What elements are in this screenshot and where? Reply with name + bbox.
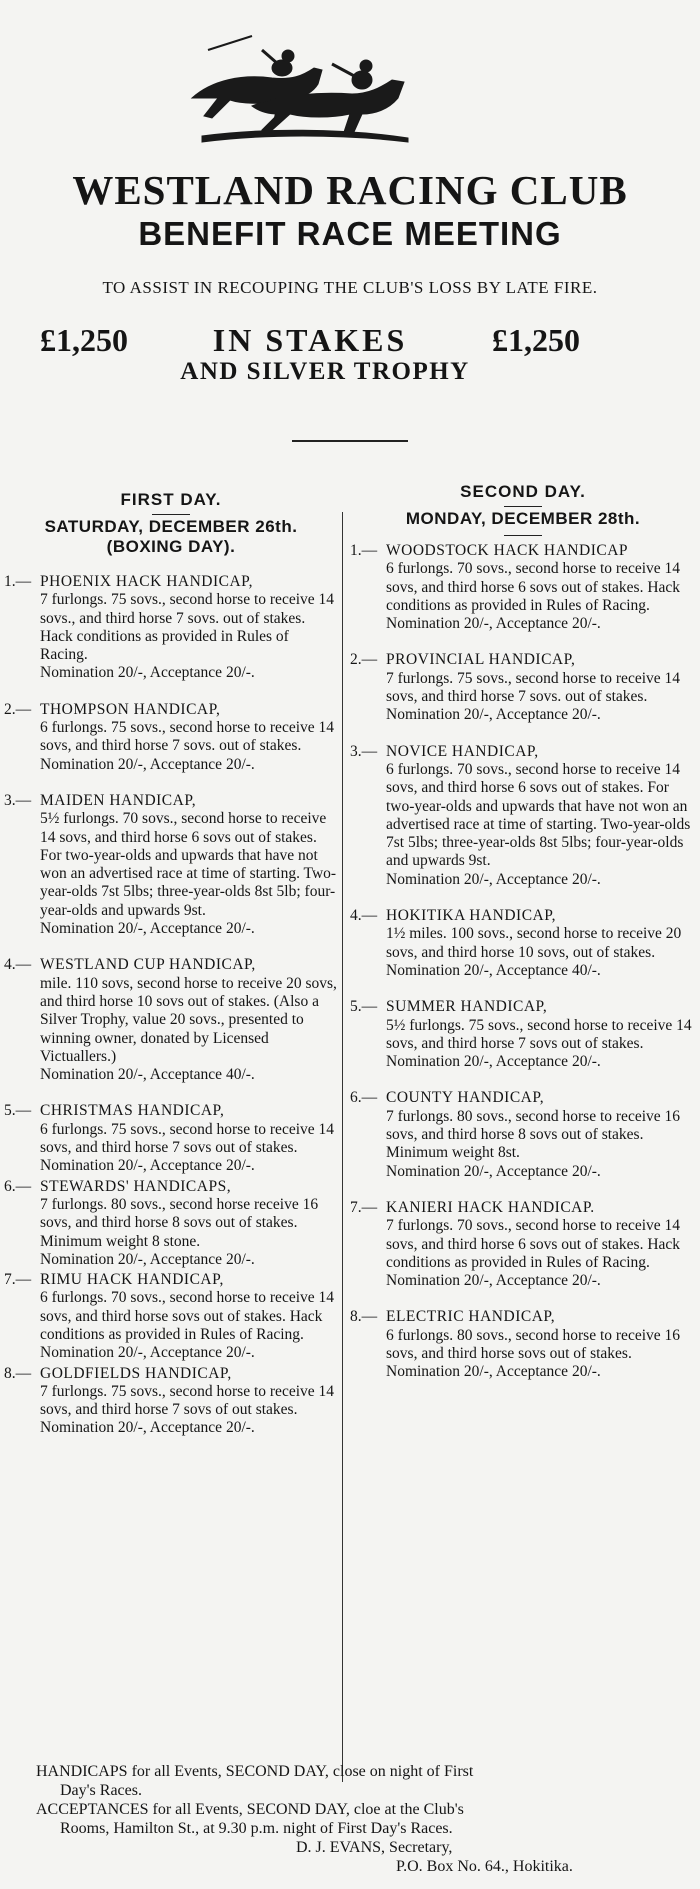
race-name: WOODSTOCK HACK HANDICAP bbox=[386, 542, 629, 559]
acceptances-note: ACCEPTANCES for all Events, SECOND DAY, cloe at the Club's bbox=[36, 1801, 464, 1818]
race-details: 7 furlongs. 70 sovs., second horse to receive 14 sovs, and third horse 6 sovs out of stakes. Hack conditions as provided in Rules of Racing. bbox=[386, 1217, 681, 1271]
stakes-label: IN STAKES bbox=[212, 322, 408, 358]
racehorse-logo bbox=[182, 28, 418, 148]
race-entry bbox=[350, 907, 696, 980]
race-number: 6.— bbox=[4, 1177, 32, 1195]
second-day-date-rule bbox=[504, 535, 542, 536]
meeting-title: BENEFIT RACE MEETING bbox=[138, 215, 562, 252]
race-number: 8.— bbox=[4, 1364, 32, 1382]
race-name: COUNTY HANDICAP, bbox=[386, 1089, 545, 1107]
race-number: 1.— bbox=[350, 542, 378, 559]
race-entry bbox=[4, 1102, 338, 1175]
race-entry bbox=[4, 1178, 338, 1269]
race-name: MAIDEN HANDICAP, bbox=[40, 791, 197, 809]
race-number: 1.— bbox=[4, 573, 32, 590]
second-day-column bbox=[350, 482, 696, 1382]
race-fees: Nomination 20/-, Acceptance 20/-. bbox=[40, 1157, 255, 1175]
stakes-line bbox=[40, 322, 580, 359]
race-fees: Nomination 20/-, Acceptance 20/-. bbox=[386, 1272, 601, 1290]
race-fees: Nomination 20/-, Acceptance 40/-. bbox=[40, 1066, 255, 1084]
race-details: 6 furlongs. 70 sovs., second horse to receive 14 sovs, and third horse 6 sovs out of stakes. For two-year-olds and upwards that have not won an advertised race at time of starting. Two-year-olds 7st 5lbs; three-year-olds 8st 5lbs; four-year-olds and upwards 9st. bbox=[386, 760, 691, 870]
footer-notes bbox=[36, 1762, 656, 1876]
race-name: PHOENIX HACK HANDICAP, bbox=[40, 573, 253, 590]
race-name: WESTLAND CUP HANDICAP, bbox=[40, 956, 256, 974]
race-entry bbox=[350, 1199, 696, 1290]
race-details: 5½ furlongs. 75 sovs., second horse to receive 14 sovs, and third horse 7 sovs out of stakes. bbox=[386, 1016, 692, 1052]
race-name: PROVINCIAL HANDICAP, bbox=[386, 651, 576, 669]
race-fees: Nomination 20/-, Acceptance 20/-. bbox=[386, 1363, 601, 1381]
race-details: 7 furlongs. 80 sovs., second horse to receive 16 sovs, and third horse 8 sovs out of stakes. Minimum weight 8st. bbox=[386, 1107, 681, 1162]
race-number: 4.— bbox=[350, 907, 378, 925]
race-details: 6 furlongs. 80 sovs., second horse to receive 16 sovs, and third horse sovs out of stakes. bbox=[386, 1326, 681, 1362]
race-fees: Nomination 20/-, Acceptance 40/-. bbox=[386, 961, 601, 979]
race-name: HOKITIKA HANDICAP, bbox=[386, 907, 557, 925]
first-day-heading: FIRST DAY. bbox=[120, 490, 222, 509]
race-name: RIMU HACK HANDICAP, bbox=[40, 1271, 224, 1289]
handicaps-note-continued: Day's Races. bbox=[60, 1782, 142, 1799]
race-name: STEWARDS' HANDICAPS, bbox=[40, 1177, 232, 1195]
race-entry bbox=[350, 1308, 696, 1381]
purpose-line: TO ASSIST IN RECOUPING THE CLUB'S LOSS BY LATE FIRE. bbox=[102, 278, 598, 297]
race-entry bbox=[350, 1089, 696, 1180]
race-details: 7 furlongs. 75 sovs., second horse to receive 14 sovs, and third horse 7 sovs. out of stakes. bbox=[386, 669, 681, 706]
race-entry bbox=[350, 743, 696, 889]
race-details: 6 furlongs. 70 sovs., second horse to receive 14 sovs, and third horse 6 sovs out of stakes. Hack conditions as provided in Rules of Racing. bbox=[386, 560, 681, 614]
race-name: CHRISTMAS HANDICAP, bbox=[40, 1102, 225, 1120]
first-day-date: SATURDAY, DECEMBER 26th. bbox=[44, 517, 298, 536]
first-day-date-note: (BOXING DAY). bbox=[106, 537, 236, 556]
race-number: 2.— bbox=[4, 700, 32, 718]
race-entry bbox=[350, 998, 696, 1071]
race-fees: Nomination 20/-, Acceptance 20/-. bbox=[386, 1053, 601, 1071]
stakes-amount-left: £1,250 bbox=[40, 322, 128, 358]
race-fees: Nomination 20/-, Acceptance 20/-. bbox=[40, 1344, 255, 1362]
race-fees: Nomination 20/-, Acceptance 20/-. bbox=[40, 755, 255, 773]
race-name: THOMPSON HANDICAP, bbox=[40, 700, 221, 718]
race-entry bbox=[350, 542, 696, 633]
race-number: 5.— bbox=[350, 998, 378, 1016]
race-name: KANIERI HACK HANDICAP. bbox=[386, 1198, 595, 1216]
race-entry bbox=[4, 1271, 338, 1362]
race-entry bbox=[4, 1365, 338, 1438]
header-divider bbox=[292, 440, 408, 442]
race-fees: Nomination 20/-, Acceptance 20/-. bbox=[40, 1419, 255, 1437]
race-entry bbox=[350, 651, 696, 724]
race-fees: Nomination 20/-, Acceptance 20/-. bbox=[40, 920, 255, 938]
race-entry bbox=[4, 792, 338, 938]
trophy-line: AND SILVER TROPHY bbox=[180, 358, 470, 385]
race-name: ELECTRIC HANDICAP, bbox=[386, 1308, 556, 1326]
acceptances-note-continued: Rooms, Hamilton St., at 9.30 p.m. night of First Day's Races. bbox=[60, 1820, 453, 1837]
secretary-address: P.O. Box No. 64., Hokitika. bbox=[396, 1858, 573, 1875]
handicaps-note: HANDICAPS for all Events, SECOND DAY, close on night of First bbox=[36, 1763, 474, 1780]
race-fees: Nomination 20/-, Acceptance 20/-. bbox=[386, 615, 601, 633]
race-entry bbox=[4, 573, 338, 683]
column-divider bbox=[342, 512, 343, 1782]
race-number: 3.— bbox=[4, 791, 32, 809]
second-day-heading: SECOND DAY. bbox=[460, 482, 586, 501]
race-details: 6 furlongs. 75 sovs., second horse to receive 14 sovs, and third horse 7 sovs out of stakes. bbox=[40, 1120, 335, 1157]
race-number: 7.— bbox=[4, 1271, 32, 1289]
race-details: 7 furlongs. 80 sovs., second horse receive 16 sovs, and third horse 8 sovs out of stakes. Minimum weight 8 stone. bbox=[40, 1195, 319, 1250]
club-name: WESTLAND RACING CLUB bbox=[72, 167, 628, 213]
race-fees: Nomination 20/-, Acceptance 20/-. bbox=[40, 1250, 255, 1268]
race-entry bbox=[4, 701, 338, 774]
race-number: 6.— bbox=[350, 1089, 378, 1107]
race-fees: Nomination 20/-, Acceptance 20/-. bbox=[386, 870, 601, 888]
race-details: 6 furlongs. 70 sovs., second horse to receive 14 sovs, and third horse sovs out of stakes. Hack conditions as provided in Rules of Racing. bbox=[40, 1289, 335, 1343]
race-name: GOLDFIELDS HANDICAP, bbox=[40, 1364, 232, 1382]
second-day-date: MONDAY, DECEMBER 28th. bbox=[405, 509, 641, 528]
race-name: SUMMER HANDICAP, bbox=[386, 998, 548, 1016]
race-number: 4.— bbox=[4, 956, 32, 974]
race-details: 7 furlongs. 75 sovs., second horse to receive 14 sovs, and third horse 7 sovs of out stakes. bbox=[40, 1382, 335, 1419]
secretary-signature: D. J. EVANS, Secretary, bbox=[296, 1839, 453, 1856]
race-number: 2.— bbox=[350, 651, 378, 669]
race-name: NOVICE HANDICAP, bbox=[386, 742, 539, 760]
race-fees: Nomination 20/-, Acceptance 20/-. bbox=[40, 664, 255, 682]
race-details: mile. 110 sovs, second horse to receive 20 sovs, and third horse 10 sovs out of stakes. (Also a Silver Trophy, value 20 sovs., presented to winning owner, donated by Licensed Victuallers.) bbox=[40, 974, 337, 1065]
race-details: 6 furlongs. 75 sovs., second horse to receive 14 sovs, and third horse 7 sovs. out of stakes. bbox=[40, 719, 335, 755]
race-number: 8.— bbox=[350, 1308, 378, 1326]
second-day-rule bbox=[504, 506, 542, 507]
race-details: 1½ miles. 100 sovs., second horse to receive 20 sovs, and third horse 10 sovs, out of stakes. bbox=[386, 925, 682, 961]
first-day-rule bbox=[152, 514, 190, 515]
race-details: 7 furlongs. 75 sovs., second horse to receive 14 sovs., and third horse 7 sovs. out of stakes. Hack conditions as provided in Rules of Racing. bbox=[40, 591, 335, 664]
race-details: 5½ furlongs. 70 sovs., second horse to receive 14 sovs, and third horse 6 sovs out of stakes. For two-year-olds and upwards that have not won an advertised race at time of starting. Two-year-olds 7st 5lbs; three-year-olds 8st 5lb; four-year-olds and upwards 9st. bbox=[40, 810, 337, 919]
race-fees: Nomination 20/-, Acceptance 20/-. bbox=[386, 706, 601, 724]
race-entry bbox=[4, 956, 338, 1084]
race-number: 7.— bbox=[350, 1198, 378, 1216]
race-fees: Nomination 20/-, Acceptance 20/-. bbox=[386, 1162, 601, 1180]
stakes-amount-right: £1,250 bbox=[492, 322, 580, 358]
race-number: 3.— bbox=[350, 742, 378, 760]
first-day-column bbox=[4, 490, 338, 1438]
race-number: 5.— bbox=[4, 1102, 32, 1120]
